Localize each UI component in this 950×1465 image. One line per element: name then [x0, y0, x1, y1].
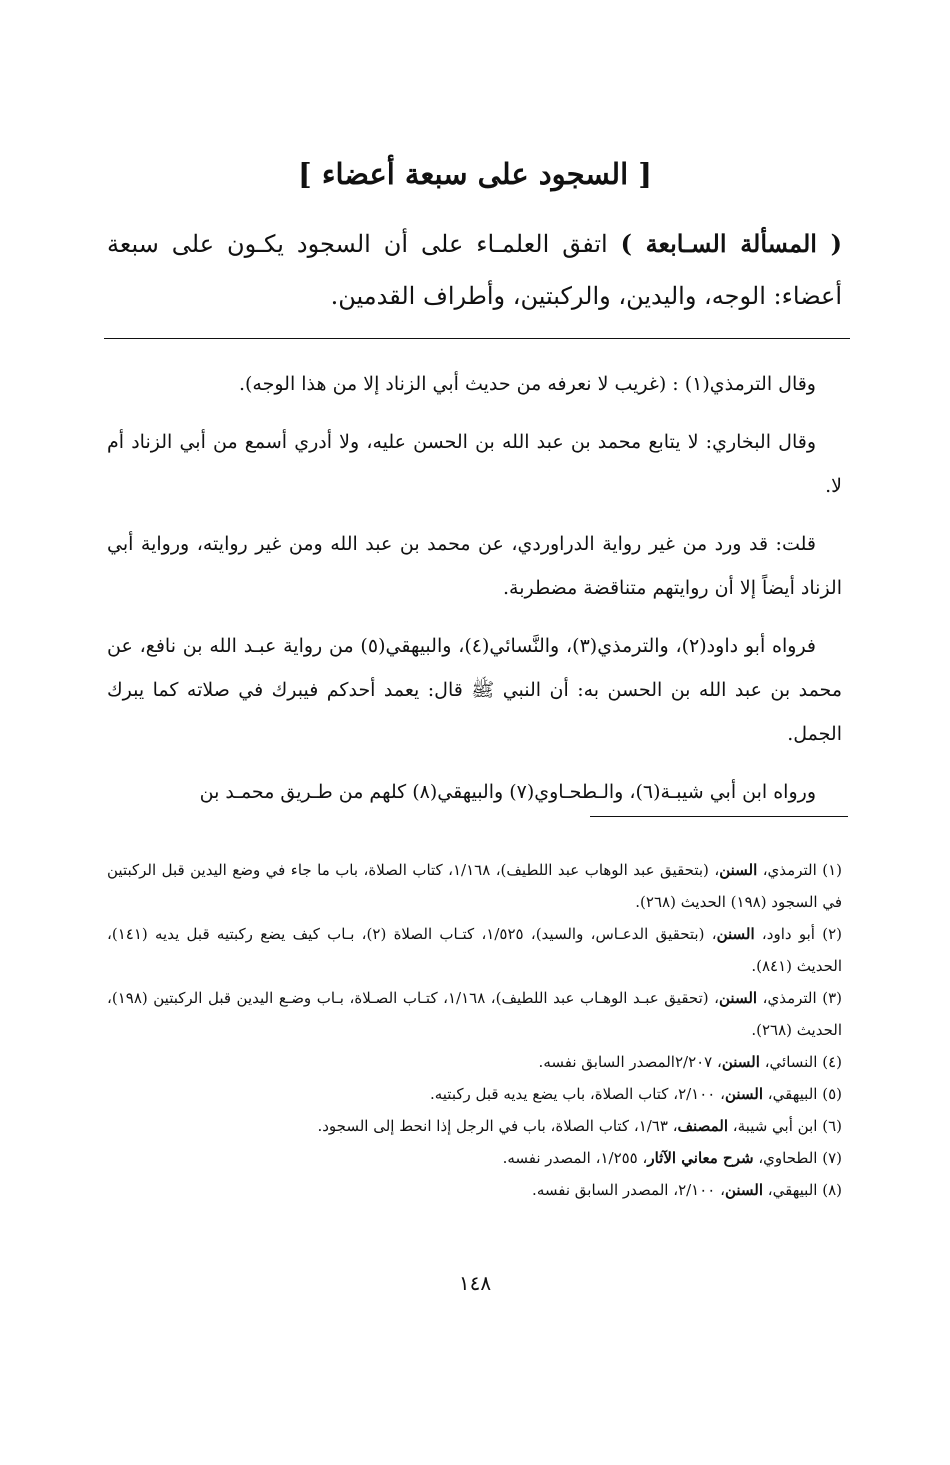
- note-paragraph: وقال البخاري: لا يتابع محمد بن عبد الله بن الحسن عليه، ولا أدري أسمع من أبي الزناد أم لا.: [107, 431, 842, 497]
- note-paragraph: ورواه ابن أبي شيبـة(٦)، والـطحـاوي(٧) والبيهقي(٨) كلهم من طـريق محمـد بن: [199, 781, 816, 803]
- footnote-number: (٤): [822, 1053, 842, 1071]
- main-paragraph: [107, 218, 842, 322]
- section-heading: [ السجود على سبعة أعضاء ]: [298, 157, 652, 191]
- footnote-divider: [590, 816, 848, 817]
- footnote-5: (٥) البيهقي، السنن، ٢/١٠٠، كتاب الصلاة، باب يضع يديه قبل ركبتيه.: [429, 1085, 842, 1103]
- source-title: شرح معاني الآثار: [647, 1149, 754, 1167]
- section-divider: [104, 338, 850, 339]
- page-number: ١٤٨: [458, 1271, 492, 1295]
- continued-notes: [107, 362, 842, 828]
- footnote-number: (٥): [822, 1085, 842, 1103]
- issue-label: ( المسألة السـابعة ): [620, 229, 842, 258]
- footnote-number: (٦): [822, 1117, 842, 1135]
- footnote-6: (٦) ابن أبي شيبة، المصنف، ١/٦٣، كتاب الصلاة، باب في الرجل إذا انحط إلى السجود.: [317, 1117, 842, 1135]
- footnote-2: (٢) أبو داود، السنن، (بتحقيق الدعـاس، والسيد)، ١/٥٢٥، كتـاب الصلاة (٢)، بـاب كيف يضع ركبتيه قبل يديه (١٤١)، الحديث (٨٤١).: [107, 925, 842, 975]
- source-title: السنن: [724, 1181, 764, 1199]
- footnote-7: (٧) الطحاوي، شرح معاني الآثار، ١/٢٥٥، المصدر نفسه.: [502, 1149, 842, 1167]
- source-title: السنن: [716, 925, 755, 943]
- issue-text: اتفق العلمـاء على أن السجود يكـون على سبعة أعضاء: الوجه، واليدين، والركبتين، وأطراف القدمين.: [107, 230, 842, 310]
- source-title: السنن: [724, 1085, 764, 1103]
- note-paragraph: وقال الترمذي(١) : (غريب لا نعرفه من حديث أبي الزناد إلا من هذا الوجه).: [238, 373, 816, 395]
- footnote-number: (٣): [822, 989, 842, 1007]
- note-paragraph: قلت: قد ورد من غير رواية الدراوردي، عن محمد بن عبد الله ومن غير روايته، ورواية أبي الزناد أيضاً إلا أن روايتهم متناقضة مضطربة.: [107, 533, 842, 599]
- footnote-1: (١) الترمذي، السنن، (بتحقيق عبد الوهاب عبد اللطيف)، ١/١٦٨، كتاب الصلاة، باب ما جاء في وضع اليدين قبل الركبتين في السجود (١٩٨) الحديث (٢٦٨).: [107, 861, 842, 911]
- source-title: السنن: [721, 1053, 760, 1071]
- footnote-4: (٤) النسائي، السنن، ٢/٢٠٧المصدر السابق نفسه.: [538, 1053, 842, 1071]
- source-title: السنن: [719, 989, 758, 1007]
- footnote-number: (٨): [822, 1181, 842, 1199]
- note-paragraph: فرواه أبو داود(٢)، والترمذي(٣)، والنَّسائي(٤)، والبيهقي(٥) من رواية عبـد الله بن نافع، عن محمد بن عبد الله بن الحسن به: أن النبي ﷺ قال: يعمد أحدكم فيبرك في صلاته كما يبرك الجمل.: [107, 635, 842, 745]
- footnote-number: (١): [822, 861, 842, 879]
- footnotes-list: [107, 854, 842, 1206]
- footnote-number: (٢): [822, 925, 842, 943]
- source-title: السنن: [719, 861, 758, 879]
- footnote-number: (٧): [822, 1149, 842, 1167]
- footnote-3: (٣) الترمذي، السنن، (تحقيق عبـد الوهـاب عبد اللطيف)، ١/١٦٨، كتـاب الصـلاة، بـاب وضـع اليدين قبل الركبتين (١٩٨)، الحديث (٢٦٨).: [107, 989, 842, 1039]
- source-title: المصنف: [677, 1117, 729, 1135]
- footnote-8: (٨) البيهقي، السنن، ٢/١٠٠، المصدر السابق نفسه.: [532, 1181, 842, 1199]
